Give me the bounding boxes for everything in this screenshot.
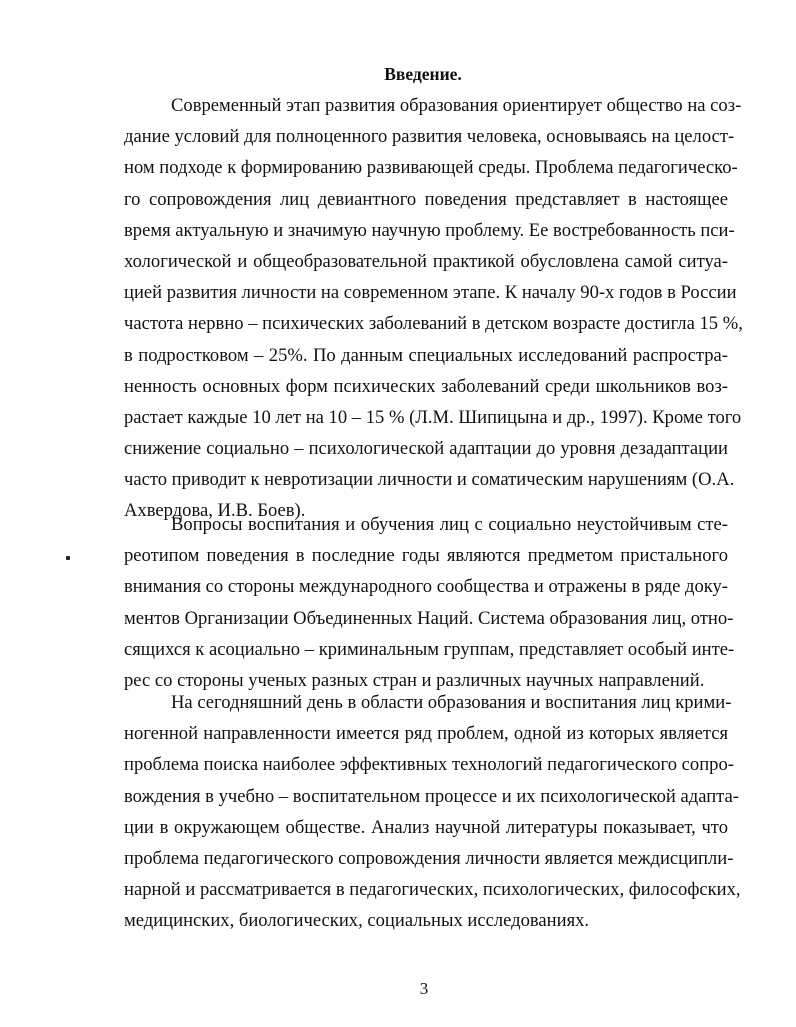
page-heading: Введение.: [384, 64, 462, 84]
paragraph-line: сящихся к асоциально – криминальным группам, представляет особый инте-: [124, 638, 735, 660]
paragraph-line: ции в окружающем обществе. Анализ научной литературы показывает, что: [124, 816, 728, 838]
paragraph-line: хологической и общеобразовательной практикой обусловлена самой ситуа-: [124, 250, 728, 272]
paragraph-line: цией развития личности на современном этапе. К началу 90-х годов в России: [124, 282, 737, 304]
paragraph-line: вождения в учебно – воспитательном процессе и их психологической адапта-: [124, 785, 739, 807]
paragraph-line: растает каждые 10 лет на 10 – 15 % (Л.М. Шипицына и др., 1997). Кроме того: [124, 406, 742, 428]
scan-speck: [66, 556, 70, 560]
paragraph-line: Современный этап развития образования ориентирует общество на соз-: [171, 95, 742, 116]
paragraph-line: медицинских, биологических, социальных исследованиях.: [124, 910, 590, 932]
paragraph-line: реотипом поведения в последние годы являются предметом пристального: [124, 545, 728, 567]
paragraph-1: [124, 90, 743, 527]
paragraph-line: ном подходе к формированию развивающей среды. Проблема педагогическо-: [124, 157, 738, 179]
paragraph-line: снижение социально – психологической адаптации до уровня дезадаптации: [124, 438, 728, 460]
paragraph-line: нарной и рассматривается в педагогических, психологических, философских,: [124, 879, 741, 901]
paragraph-3: [124, 687, 741, 937]
paragraph-line: часто приводит к невротизации личности и соматическим нарушениям (О.А.: [124, 469, 735, 491]
paragraph-line: рес со стороны ученых разных стран и различных научных направлений.: [124, 669, 705, 691]
paragraph-line: Вопросы воспитания и обучения лиц с социально неустойчивым сте-: [171, 514, 728, 535]
page-number: 3: [419, 979, 429, 998]
paragraph-line: Ахвердова, И.В. Боев).: [124, 500, 306, 522]
paragraph-line: проблема поиска наиболее эффективных технологий педагогического сопро-: [124, 754, 734, 776]
paragraph-line: в подростковом – 25%. По данным специальных исследований распростра-: [124, 344, 728, 366]
paragraph-line: проблема педагогического сопровождения личности является междисципли-: [124, 847, 734, 869]
paragraph-line: время актуальную и значимую научную проблему. Ее востребованность пси-: [124, 219, 735, 241]
paragraph-line: внимания со стороны международного сообщества и отражены в ряде доку-: [124, 576, 728, 598]
paragraph-line: ненность основных форм психических заболеваний среди школьников воз-: [124, 375, 728, 397]
paragraph-line: На сегодняшний день в области образования и воспитания лиц крими-: [171, 692, 732, 713]
paragraph-line: ментов Организации Объединенных Наций. Система образования лиц, отно-: [124, 607, 734, 629]
paragraph-line: частота нервно – психических заболеваний в детском возрасте достигла 15 %,: [124, 313, 743, 335]
paragraph-2: [124, 509, 735, 696]
paragraph-line: ногенной направленности имеется ряд проблем, одной из которых является: [124, 723, 728, 745]
paragraph-line: го сопровождения лиц девиантного поведения представляет в настоящее: [124, 188, 728, 210]
paragraph-line: дание условий для полноценного развития человека, основываясь на целост-: [124, 126, 735, 148]
